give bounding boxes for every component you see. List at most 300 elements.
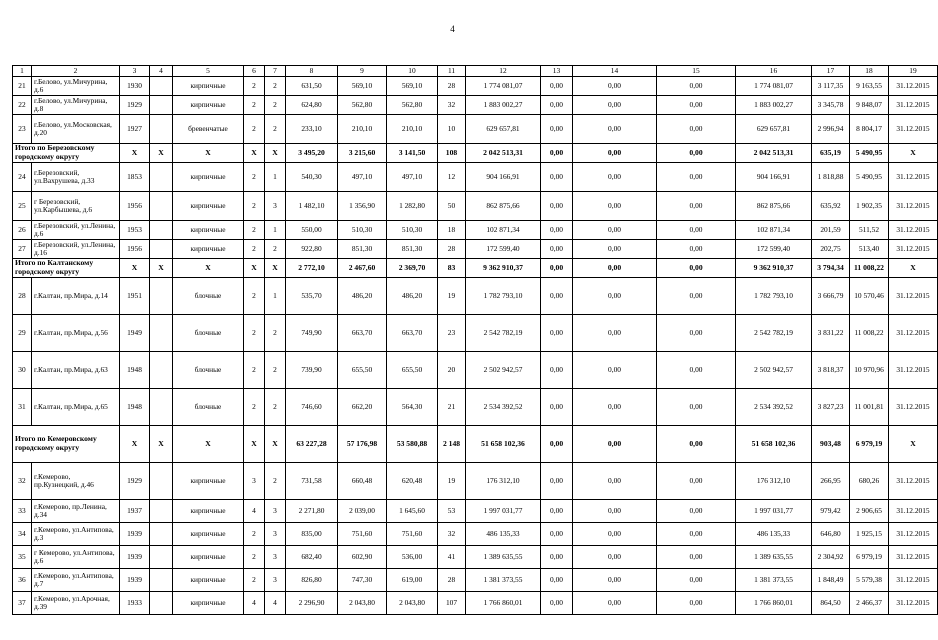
table-row <box>13 221 938 240</box>
cell-c11: 107 <box>438 592 466 615</box>
cell-c7: X <box>265 259 286 278</box>
cell-c14: 0,00 <box>573 426 657 463</box>
cell-c6: X <box>244 426 265 463</box>
cell-no: 32 <box>13 463 32 500</box>
column-number-cell: 19 <box>889 66 938 77</box>
cell-c17: 2 304,92 <box>812 546 850 569</box>
cell-c6: 2 <box>244 546 265 569</box>
cell-c17: 3 794,34 <box>812 259 850 278</box>
cell-year: 1956 <box>120 192 150 221</box>
cell-material: кирпичные <box>173 192 244 221</box>
cell-no: 23 <box>13 115 32 144</box>
cell-year: 1953 <box>120 221 150 240</box>
cell-c4 <box>150 315 173 352</box>
column-number-cell: 10 <box>387 66 438 77</box>
cell-c15: 0,00 <box>657 278 736 315</box>
cell-c10: 2 369,70 <box>387 259 438 278</box>
cell-c12: 1 381 373,55 <box>466 569 541 592</box>
cell-c19: 31.12.2015 <box>889 240 938 259</box>
cell-c19: 31.12.2015 <box>889 163 938 192</box>
cell-c18: 9 163,55 <box>850 77 889 96</box>
cell-c14: 0,00 <box>573 352 657 389</box>
cell-c18: 680,26 <box>850 463 889 500</box>
cell-c12: 2 042 513,31 <box>466 144 541 163</box>
cell-c17: 266,95 <box>812 463 850 500</box>
cell-year: 1927 <box>120 115 150 144</box>
cell-addr: г.Кемерово, ул.Арочная, д.39 <box>32 592 120 615</box>
cell-c8: 682,40 <box>286 546 338 569</box>
cell-year: 1939 <box>120 569 150 592</box>
cell-c14: 0,00 <box>573 569 657 592</box>
table-body <box>13 66 938 615</box>
cell-addr: г.Калтан, пр.Мира, д.63 <box>32 352 120 389</box>
cell-c19: 31.12.2015 <box>889 500 938 523</box>
page-number: 4 <box>450 24 455 34</box>
cell-c4 <box>150 221 173 240</box>
cell-c9: 210,10 <box>338 115 387 144</box>
cell-c9: 2 039,00 <box>338 500 387 523</box>
cell-c6: 2 <box>244 163 265 192</box>
cell-c10: 663,70 <box>387 315 438 352</box>
cell-c8: 826,80 <box>286 569 338 592</box>
cell-c5: X <box>173 426 244 463</box>
cell-c4: X <box>150 144 173 163</box>
cell-c8: 749,90 <box>286 315 338 352</box>
cell-year: 1930 <box>120 77 150 96</box>
cell-addr: г.Белово, ул.Мичурина, д.6 <box>32 77 120 96</box>
column-number-row <box>13 66 938 77</box>
cell-c9: 602,90 <box>338 546 387 569</box>
cell-c6: X <box>244 259 265 278</box>
cell-c18: 513,40 <box>850 240 889 259</box>
cell-c7: 2 <box>265 315 286 352</box>
cell-c11: 19 <box>438 278 466 315</box>
cell-c13: 0,00 <box>541 221 573 240</box>
cell-c14: 0,00 <box>573 546 657 569</box>
cell-c11: 12 <box>438 163 466 192</box>
cell-no: 27 <box>13 240 32 259</box>
cell-c19: 31.12.2015 <box>889 523 938 546</box>
cell-c17: 202,75 <box>812 240 850 259</box>
cell-c7: 1 <box>265 221 286 240</box>
column-number-cell: 4 <box>150 66 173 77</box>
cell-c11: 21 <box>438 389 466 426</box>
cell-c17: 201,59 <box>812 221 850 240</box>
cell-c14: 0,00 <box>573 192 657 221</box>
cell-c12: 1 883 002,27 <box>466 96 541 115</box>
cell-c11: 18 <box>438 221 466 240</box>
cell-c4 <box>150 523 173 546</box>
cell-c16: 51 658 102,36 <box>736 426 812 463</box>
cell-material: кирпичные <box>173 240 244 259</box>
cell-c5: X <box>173 144 244 163</box>
column-number-cell: 7 <box>265 66 286 77</box>
cell-c12: 486 135,33 <box>466 523 541 546</box>
cell-c16: 2 542 782,19 <box>736 315 812 352</box>
cell-c14: 0,00 <box>573 463 657 500</box>
cell-c11: 28 <box>438 240 466 259</box>
cell-c19: X <box>889 426 938 463</box>
cell-c18: 10 970,96 <box>850 352 889 389</box>
subtotal-row <box>13 426 938 463</box>
cell-c15: 0,00 <box>657 96 736 115</box>
cell-no: 21 <box>13 77 32 96</box>
cell-c17: 635,19 <box>812 144 850 163</box>
cell-c16: 2 534 392,52 <box>736 389 812 426</box>
cell-c9: 569,10 <box>338 77 387 96</box>
cell-year: 1929 <box>120 96 150 115</box>
column-number-cell: 6 <box>244 66 265 77</box>
table-row <box>13 592 938 615</box>
cell-c7: 2 <box>265 389 286 426</box>
cell-c13: 0,00 <box>541 592 573 615</box>
column-number-cell: 5 <box>173 66 244 77</box>
cell-c13: 0,00 <box>541 259 573 278</box>
cell-c16: 862 875,66 <box>736 192 812 221</box>
table-row <box>13 278 938 315</box>
cell-c16: 2 042 513,31 <box>736 144 812 163</box>
cell-addr: г.Калтан, пр.Мира, д.14 <box>32 278 120 315</box>
cell-c8: 739,90 <box>286 352 338 389</box>
cell-c17: 1 818,88 <box>812 163 850 192</box>
cell-c4 <box>150 278 173 315</box>
cell-c7: 2 <box>265 463 286 500</box>
cell-c14: 0,00 <box>573 115 657 144</box>
cell-c9: 660,48 <box>338 463 387 500</box>
cell-c19: 31.12.2015 <box>889 389 938 426</box>
cell-no: 36 <box>13 569 32 592</box>
cell-c6: X <box>244 144 265 163</box>
cell-c8: 540,30 <box>286 163 338 192</box>
cell-material: кирпичные <box>173 546 244 569</box>
cell-c19: 31.12.2015 <box>889 352 938 389</box>
cell-c8: 3 495,20 <box>286 144 338 163</box>
cell-no: 34 <box>13 523 32 546</box>
cell-c19: 31.12.2015 <box>889 546 938 569</box>
table-row <box>13 500 938 523</box>
cell-c4 <box>150 77 173 96</box>
housing-register-table <box>12 65 938 615</box>
cell-addr: г Березовский, ул.Карбышева, д.6 <box>32 192 120 221</box>
cell-c8: 2 772,10 <box>286 259 338 278</box>
cell-c4: X <box>150 259 173 278</box>
cell-c6: 2 <box>244 315 265 352</box>
cell-c9: 510,30 <box>338 221 387 240</box>
cell-c15: 0,00 <box>657 426 736 463</box>
cell-c16: 1 774 081,07 <box>736 77 812 96</box>
cell-label: Итого по Калтанскому городскому округу <box>13 259 120 278</box>
cell-year: 1949 <box>120 315 150 352</box>
cell-c9: 1 356,90 <box>338 192 387 221</box>
cell-c6: 2 <box>244 192 265 221</box>
column-number-cell: 13 <box>541 66 573 77</box>
cell-c15: 0,00 <box>657 569 736 592</box>
cell-addr: г.Калтан, пр.Мира, д.56 <box>32 315 120 352</box>
cell-c16: 9 362 910,37 <box>736 259 812 278</box>
cell-material: кирпичные <box>173 592 244 615</box>
cell-c16: 1 997 031,77 <box>736 500 812 523</box>
cell-c10: 619,00 <box>387 569 438 592</box>
cell-c4 <box>150 546 173 569</box>
cell-c17: 864,50 <box>812 592 850 615</box>
cell-c16: 1 381 373,55 <box>736 569 812 592</box>
column-number-cell: 3 <box>120 66 150 77</box>
cell-c11: 41 <box>438 546 466 569</box>
cell-c18: 5 490,95 <box>850 144 889 163</box>
cell-c15: 0,00 <box>657 463 736 500</box>
cell-c11: 28 <box>438 569 466 592</box>
cell-c10: 564,30 <box>387 389 438 426</box>
cell-c16: 176 312,10 <box>736 463 812 500</box>
cell-c19: 31.12.2015 <box>889 463 938 500</box>
cell-c16: 486 135,33 <box>736 523 812 546</box>
cell-c11: 23 <box>438 315 466 352</box>
cell-c19: 31.12.2015 <box>889 592 938 615</box>
column-number-cell: 8 <box>286 66 338 77</box>
table-row <box>13 569 938 592</box>
cell-c10: 655,50 <box>387 352 438 389</box>
cell-c16: 102 871,34 <box>736 221 812 240</box>
cell-c3: X <box>120 144 150 163</box>
cell-year: 1939 <box>120 546 150 569</box>
column-number-cell: 2 <box>32 66 120 77</box>
cell-c10: 53 580,88 <box>387 426 438 463</box>
cell-material: блочные <box>173 352 244 389</box>
cell-c8: 624,80 <box>286 96 338 115</box>
cell-c12: 904 166,91 <box>466 163 541 192</box>
table-row <box>13 77 938 96</box>
cell-c10: 569,10 <box>387 77 438 96</box>
column-number-cell: 9 <box>338 66 387 77</box>
cell-c12: 102 871,34 <box>466 221 541 240</box>
cell-no: 33 <box>13 500 32 523</box>
cell-c6: 4 <box>244 500 265 523</box>
cell-c14: 0,00 <box>573 240 657 259</box>
cell-c17: 1 848,49 <box>812 569 850 592</box>
cell-c19: 31.12.2015 <box>889 315 938 352</box>
cell-addr: г.Белово, ул.Мичурина, д.8 <box>32 96 120 115</box>
cell-c9: 497,10 <box>338 163 387 192</box>
cell-c11: 53 <box>438 500 466 523</box>
cell-c4 <box>150 500 173 523</box>
cell-material: блочные <box>173 315 244 352</box>
cell-c6: 2 <box>244 96 265 115</box>
cell-c17: 646,80 <box>812 523 850 546</box>
cell-c16: 629 657,81 <box>736 115 812 144</box>
table-row <box>13 463 938 500</box>
cell-year: 1951 <box>120 278 150 315</box>
cell-c17: 635,92 <box>812 192 850 221</box>
subtotal-row <box>13 144 938 163</box>
cell-c8: 550,00 <box>286 221 338 240</box>
cell-c14: 0,00 <box>573 315 657 352</box>
table-row <box>13 240 938 259</box>
cell-c9: 851,30 <box>338 240 387 259</box>
cell-c13: 0,00 <box>541 500 573 523</box>
cell-c9: 662,20 <box>338 389 387 426</box>
cell-c15: 0,00 <box>657 315 736 352</box>
cell-c12: 2 542 782,19 <box>466 315 541 352</box>
cell-no: 30 <box>13 352 32 389</box>
cell-c18: 10 570,46 <box>850 278 889 315</box>
table-row <box>13 163 938 192</box>
cell-c18: 6 979,19 <box>850 426 889 463</box>
cell-c7: 1 <box>265 163 286 192</box>
cell-year: 1933 <box>120 592 150 615</box>
cell-c11: 32 <box>438 96 466 115</box>
cell-no: 29 <box>13 315 32 352</box>
cell-no: 31 <box>13 389 32 426</box>
cell-c13: 0,00 <box>541 523 573 546</box>
table-row <box>13 96 938 115</box>
cell-c14: 0,00 <box>573 389 657 426</box>
cell-c9: 655,50 <box>338 352 387 389</box>
cell-material: кирпичные <box>173 96 244 115</box>
cell-c12: 2 534 392,52 <box>466 389 541 426</box>
cell-year: 1939 <box>120 523 150 546</box>
cell-c16: 1 782 793,10 <box>736 278 812 315</box>
cell-c8: 63 227,28 <box>286 426 338 463</box>
cell-c17: 3 831,22 <box>812 315 850 352</box>
cell-year: 1853 <box>120 163 150 192</box>
cell-c16: 1 883 002,27 <box>736 96 812 115</box>
cell-c14: 0,00 <box>573 96 657 115</box>
cell-c6: 2 <box>244 569 265 592</box>
cell-material: кирпичные <box>173 569 244 592</box>
cell-c11: 20 <box>438 352 466 389</box>
cell-c19: 31.12.2015 <box>889 77 938 96</box>
cell-c9: 2 043,80 <box>338 592 387 615</box>
cell-c7: 3 <box>265 569 286 592</box>
cell-c17: 979,42 <box>812 500 850 523</box>
cell-addr: г Кемерово, ул.Антипова, д.6 <box>32 546 120 569</box>
cell-material: кирпичные <box>173 221 244 240</box>
cell-c13: 0,00 <box>541 315 573 352</box>
cell-c7: 2 <box>265 240 286 259</box>
cell-no: 24 <box>13 163 32 192</box>
cell-c19: X <box>889 259 938 278</box>
cell-c6: 2 <box>244 240 265 259</box>
column-number-cell: 1 <box>13 66 32 77</box>
cell-c8: 2 296,90 <box>286 592 338 615</box>
cell-c12: 51 658 102,36 <box>466 426 541 463</box>
cell-c12: 1 389 635,55 <box>466 546 541 569</box>
cell-c18: 5 490,95 <box>850 163 889 192</box>
cell-c17: 903,48 <box>812 426 850 463</box>
cell-c19: 31.12.2015 <box>889 192 938 221</box>
cell-addr: г.Березовский, ул.Ленина, д.6 <box>32 221 120 240</box>
cell-c7: 3 <box>265 500 286 523</box>
cell-c8: 1 482,10 <box>286 192 338 221</box>
cell-c19: X <box>889 144 938 163</box>
cell-c12: 1 774 081,07 <box>466 77 541 96</box>
cell-c11: 83 <box>438 259 466 278</box>
cell-c7: 4 <box>265 592 286 615</box>
cell-material: блочные <box>173 278 244 315</box>
cell-c18: 511,52 <box>850 221 889 240</box>
cell-c18: 2 466,37 <box>850 592 889 615</box>
cell-c8: 535,70 <box>286 278 338 315</box>
cell-c15: 0,00 <box>657 144 736 163</box>
column-number-cell: 17 <box>812 66 850 77</box>
cell-c17: 2 996,94 <box>812 115 850 144</box>
cell-c17: 3 117,35 <box>812 77 850 96</box>
cell-c14: 0,00 <box>573 500 657 523</box>
cell-c3: X <box>120 426 150 463</box>
cell-c18: 1 902,35 <box>850 192 889 221</box>
cell-c15: 0,00 <box>657 259 736 278</box>
cell-c13: 0,00 <box>541 278 573 315</box>
cell-c6: 2 <box>244 77 265 96</box>
cell-year: 1929 <box>120 463 150 500</box>
cell-c19: 31.12.2015 <box>889 569 938 592</box>
cell-c14: 0,00 <box>573 77 657 96</box>
cell-c16: 172 599,40 <box>736 240 812 259</box>
cell-c18: 8 804,17 <box>850 115 889 144</box>
cell-c10: 486,20 <box>387 278 438 315</box>
cell-c6: 2 <box>244 115 265 144</box>
cell-c18: 1 925,15 <box>850 523 889 546</box>
cell-c6: 2 <box>244 523 265 546</box>
cell-c16: 904 166,91 <box>736 163 812 192</box>
cell-c13: 0,00 <box>541 463 573 500</box>
cell-label: Итого по Кемеровскому городскому округу <box>13 426 120 463</box>
cell-c11: 50 <box>438 192 466 221</box>
cell-c8: 631,50 <box>286 77 338 96</box>
cell-addr: г.Калтан, пр.Мира, д.65 <box>32 389 120 426</box>
cell-c12: 172 599,40 <box>466 240 541 259</box>
cell-material: блочные <box>173 389 244 426</box>
cell-no: 37 <box>13 592 32 615</box>
cell-year: 1956 <box>120 240 150 259</box>
cell-c9: 663,70 <box>338 315 387 352</box>
cell-c12: 862 875,66 <box>466 192 541 221</box>
cell-c10: 510,30 <box>387 221 438 240</box>
cell-no: 28 <box>13 278 32 315</box>
cell-material: кирпичные <box>173 463 244 500</box>
cell-c13: 0,00 <box>541 115 573 144</box>
cell-c6: 2 <box>244 389 265 426</box>
cell-c13: 0,00 <box>541 163 573 192</box>
cell-c16: 1 766 860,01 <box>736 592 812 615</box>
cell-c7: 1 <box>265 278 286 315</box>
cell-c9: 2 467,60 <box>338 259 387 278</box>
cell-c15: 0,00 <box>657 500 736 523</box>
table-row <box>13 546 938 569</box>
cell-c18: 9 848,07 <box>850 96 889 115</box>
cell-c8: 835,00 <box>286 523 338 546</box>
cell-c4 <box>150 569 173 592</box>
cell-c8: 731,58 <box>286 463 338 500</box>
cell-c12: 1 782 793,10 <box>466 278 541 315</box>
cell-addr: г.Кемерово, ул.Антипова, д.3 <box>32 523 120 546</box>
cell-c4 <box>150 192 173 221</box>
cell-c12: 2 502 942,57 <box>466 352 541 389</box>
cell-c13: 0,00 <box>541 240 573 259</box>
column-number-cell: 12 <box>466 66 541 77</box>
subtotal-row <box>13 259 938 278</box>
cell-c13: 0,00 <box>541 352 573 389</box>
cell-c11: 2 148 <box>438 426 466 463</box>
cell-c4: X <box>150 426 173 463</box>
cell-c10: 2 043,80 <box>387 592 438 615</box>
table-row <box>13 352 938 389</box>
cell-c7: 3 <box>265 546 286 569</box>
cell-c4 <box>150 240 173 259</box>
cell-c4 <box>150 592 173 615</box>
cell-year: 1937 <box>120 500 150 523</box>
cell-c18: 5 579,38 <box>850 569 889 592</box>
